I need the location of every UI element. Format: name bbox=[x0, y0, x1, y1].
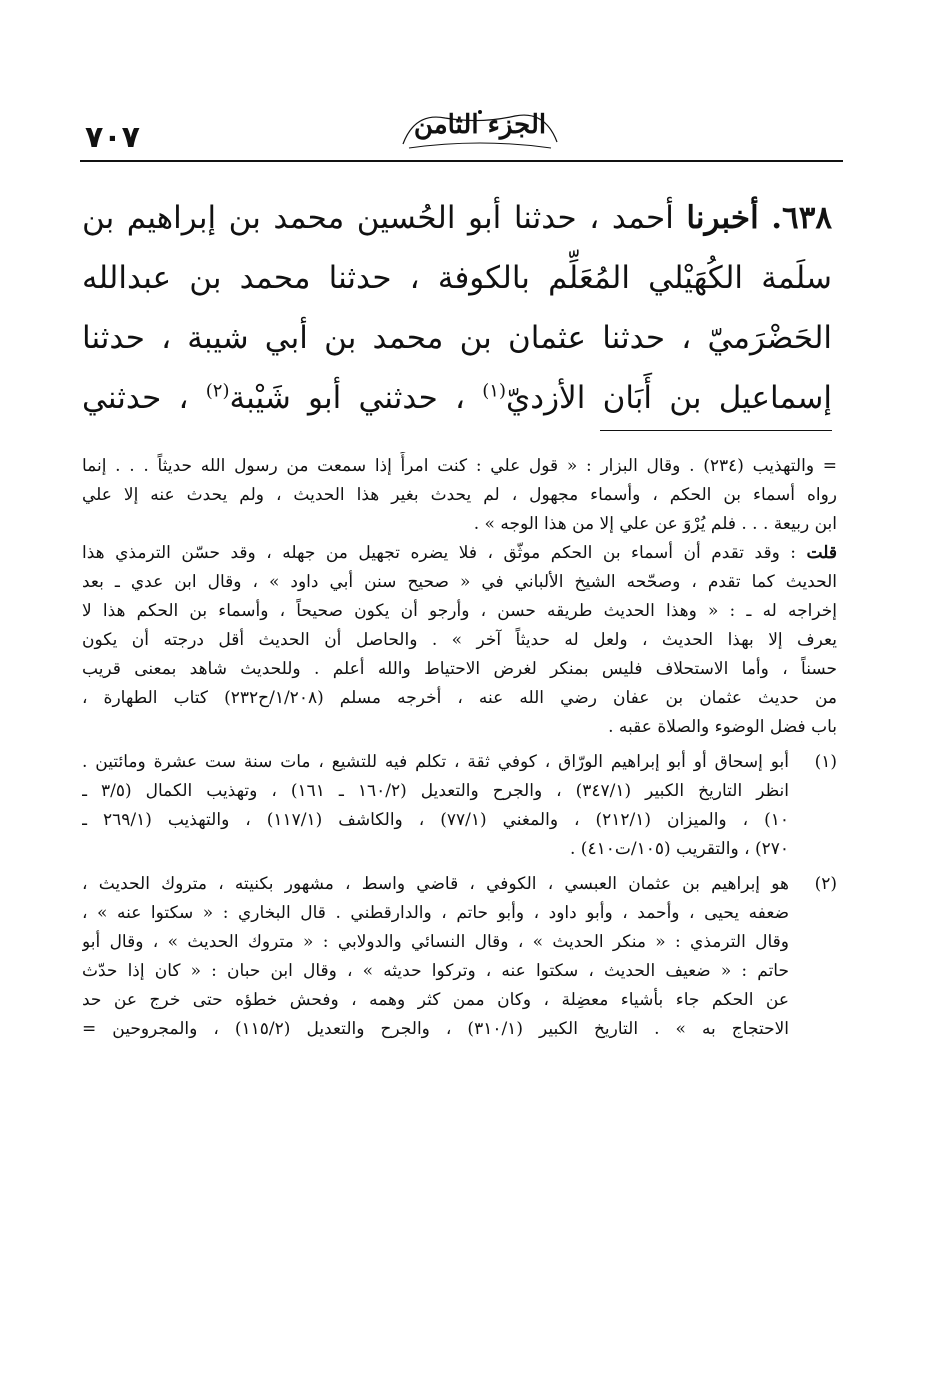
footnote-line: ٢٧٠) ، والتقريب (١٠٥/ت٤١٠) . bbox=[569, 839, 789, 859]
footnote-line: عن الحكم جاء بأشياء معضِلة ، وكان ممن كثر وهمه ، وفحش خطؤه حتى خرج عن حد bbox=[82, 990, 789, 1010]
footnote-line: حسناً ، وأما الاستحلاف فليس بمنكر لغرض الاحتياط والله أعلم . وللحديث شاهد بمعنى قريب bbox=[82, 659, 837, 679]
hadith-text bbox=[82, 188, 832, 428]
hadith-line-3: الحَضْرَميّ ، حدثنا عثمان بن محمد بن أبي شيبة ، حدثنا bbox=[82, 320, 832, 356]
footnote-line: = والتهذيب (٢٣٤) . وقال البزار : « قول علي : كنت امرأً إذا سمعت من رسول الله حديثاً . . . إنما bbox=[82, 456, 837, 476]
footnote-line bbox=[82, 748, 837, 777]
header-rule bbox=[80, 160, 843, 162]
footnote-continuation bbox=[82, 452, 837, 539]
hadith-line-4-b: ، حدثني أبو شَيْبة bbox=[229, 380, 466, 416]
qultu-label: قلت bbox=[806, 543, 837, 563]
page-header bbox=[75, 100, 845, 160]
part-title-text: الجزء الثامن bbox=[413, 110, 547, 140]
hadith-line-4 bbox=[82, 368, 832, 428]
footnote-line: من حديث عثمان بن عفان رضي الله عنه ، أخرجه مسلم (١/٢٠٨/ح٢٣٢) كتاب الطهارة ، bbox=[82, 688, 837, 708]
footnote-line: رواه أسماء بن الحكم ، وأسماء مجهول ، لم يحدث بغير هذا الحديث ، ولم يحدث عنه إلا علي bbox=[82, 485, 837, 505]
footnote-2-marker: (٢) bbox=[814, 874, 837, 894]
page-number: ٧٠٧ bbox=[85, 120, 140, 155]
hadith-line-4-c: ، حدثني bbox=[82, 380, 189, 416]
footnote-ref-2: (٢) bbox=[205, 380, 230, 402]
footnote-line: انظر التاريخ الكبير (٣٤٧/١) ، والجرح والتعديل (١٦٠/٢ ـ ١٦١) ، وتهذيب الكمال (٣/٥ ـ bbox=[82, 781, 789, 801]
footnote-line: يعرف إلا بهذا الحديث ، ولعل له حديثاً آخر » . والحاصل أن الحديث أقل درجته أن يكون bbox=[82, 630, 837, 650]
footnote-1-marker: (١) bbox=[814, 752, 837, 772]
hadith-lead-word: أخبرنا bbox=[686, 200, 759, 236]
hadith-line-1 bbox=[82, 188, 832, 248]
footnote-line bbox=[82, 870, 837, 899]
footnote-line: حاتم : « ضعيف الحديث ، سكتوا عنه ، وتركوا حديثه » ، وقال ابن حبان : « كان إذا حدّث bbox=[82, 961, 789, 981]
footnote-1 bbox=[82, 748, 837, 864]
footnote-line: ابن ربيعة . . . فلم يُرْوَ عن علي إلا من هذا الوجه » . bbox=[473, 514, 837, 534]
footnote-line: باب فضل الوضوء والصلاة عقبه . bbox=[608, 717, 837, 737]
hadith-line-2: سلَمة الكُهَيْلي المُعَلِّم بالكوفة ، حدثنا محمد بن عبدالله bbox=[82, 260, 832, 296]
footnote-line: وقال الترمذي : « منكر الحديث » ، وقال النسائي والدولابي : « متروك الحديث » ، وقال أبو bbox=[82, 932, 789, 952]
footnote-qultu bbox=[82, 539, 837, 742]
hadith-number: ٦٣٨. bbox=[771, 200, 832, 236]
footnote-line: إخراجه له ـ : « وهذا الحديث طريقه حسن ، وأرجو أن يكون صحيحاً ، وأسماء بن الحكم هذا لا bbox=[82, 601, 837, 621]
footnote-line: ١٠) ، والميزان (٢١٢/١) ، والمغني (٧٧/١) ، والكاشف (١١٧/١) ، والتهذيب (٢٦٩/١ ـ bbox=[82, 810, 789, 830]
footnote-2 bbox=[82, 870, 837, 1044]
footnote-line bbox=[82, 539, 837, 568]
part-title bbox=[395, 104, 565, 152]
footnote-line: الحديث كما تقدم ، وصحّحه الشيخ الألباني في « صحيح سنن أبي داود » ، وقال ابن عدي ـ بعد bbox=[82, 572, 837, 592]
hadith-line-1-text: أحمد ، حدثنا أبو الحُسين محمد بن إبراهيم بن bbox=[82, 200, 674, 236]
footnote-line: الاحتجاج به » . التاريخ الكبير (٣١٠/١) ، والجرح والتعديل (١١٥/٢) ، والمجروحين = bbox=[82, 1019, 789, 1039]
footnotes bbox=[82, 452, 837, 1044]
footnote-separator bbox=[600, 430, 832, 431]
footnote-line: ضعفه يحيى ، وأحمد ، وأبو داود ، وأبو حاتم ، والدارقطني . قال البخاري : « سكتوا عنه » ، bbox=[82, 903, 789, 923]
footnote-1-line-1: أبو إسحاق أو أبو إبراهيم الورّاق ، كوفي ثقة ، تكلم فيه للتشيع ، مات سنة ست عشرة ومائتين . bbox=[82, 752, 789, 772]
hadith-line-4-a: إسماعيل بن أَبَان الأزديّ bbox=[506, 380, 832, 416]
footnote-2-line-1: هو إبراهيم بن عثمان العبسي ، الكوفي ، قاضي واسط ، مشهور بكنيته ، متروك الحديث ، bbox=[82, 874, 789, 894]
qultu-line-1: : وقد تقدم أن أسماء بن الحكم موثّق ، فلا يضره تجهيل من جهله ، وقد حسّن الترمذي هذا bbox=[82, 543, 797, 563]
footnote-ref-1: (١) bbox=[482, 380, 506, 402]
